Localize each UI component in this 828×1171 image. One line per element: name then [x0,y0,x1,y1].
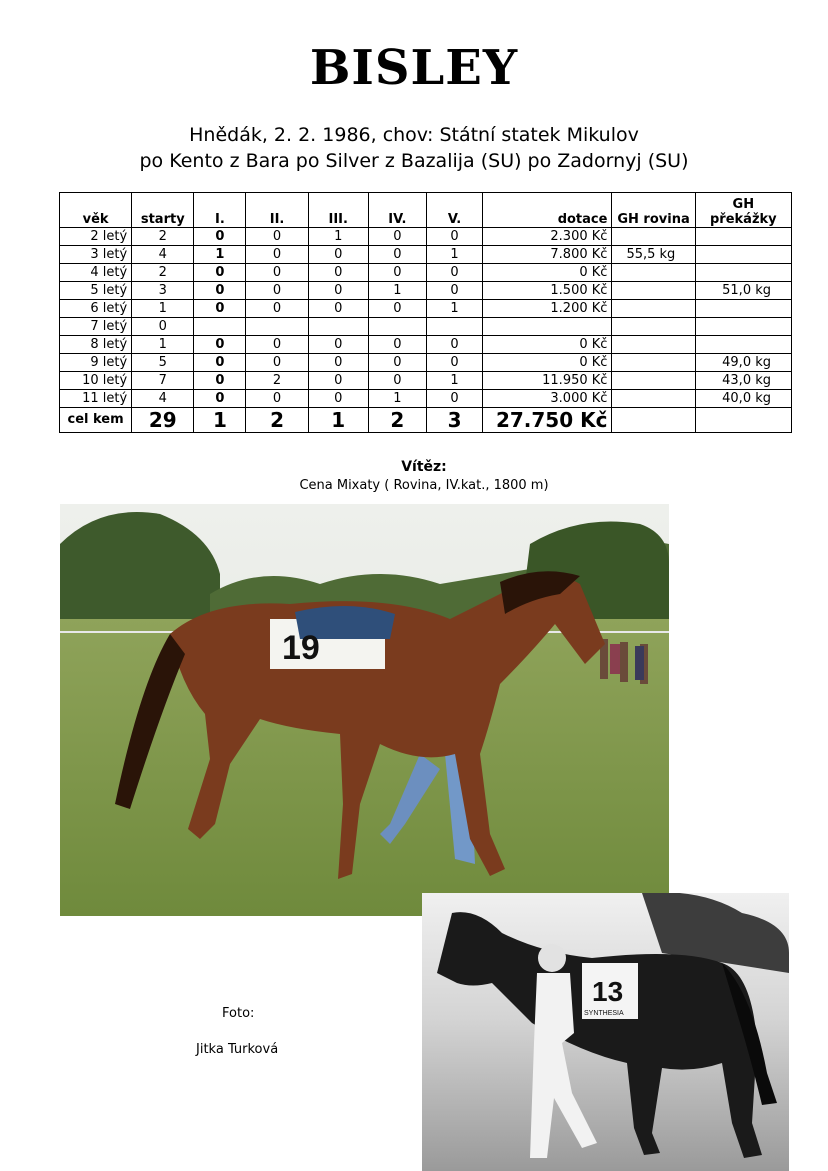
table-cell: 2 [246,372,308,390]
table-cell: 0 [368,372,426,390]
horse-details: Hnědák, 2. 2. 1986, chov: Státní statek Mikulov [189,124,639,146]
table-cell: 7 letý [60,318,132,336]
table-cell: 0 [426,282,482,300]
table-cell: 3.000 Kč [483,390,612,408]
table-cell [246,318,308,336]
table-cell: 0 [246,336,308,354]
total-cell: 27.750 Kč [483,408,612,433]
table-cell: 0 [246,282,308,300]
col-header: GH rovina [612,193,695,228]
table-cell: 0 [308,282,368,300]
table-cell [612,282,695,300]
table-cell: 0 [194,264,246,282]
table-cell: 0 Kč [483,336,612,354]
col-header: V. [426,193,482,228]
table-row [60,228,792,246]
table-cell: 2.300 Kč [483,228,612,246]
table-cell: 0 [308,354,368,372]
table-cell: 0 [246,300,308,318]
table-cell: 0 [246,264,308,282]
saddle-number: 19 [282,629,320,667]
table-cell: 0 [426,228,482,246]
table-cell [695,300,791,318]
table-cell: 8 letý [60,336,132,354]
col-header: GH překážky [695,193,791,228]
total-cell: 29 [132,408,194,433]
table-cell: 0 [308,372,368,390]
table-cell: 0 [426,264,482,282]
photo-label: Foto: [222,1006,255,1021]
blanket-text: SYNTHESIA [584,1010,624,1017]
table-cell: 0 [368,300,426,318]
table-cell [612,300,695,318]
table-cell [612,390,695,408]
table-cell: 0 [194,228,246,246]
table-row [60,282,792,300]
table-cell: 3 letý [60,246,132,264]
horse-photo-color [60,504,669,916]
horse-photo-bw [422,893,789,1171]
table-row [60,354,792,372]
photo-author: Jitka Turková [196,1042,279,1057]
table-cell: 0 Kč [483,354,612,372]
pedigree: po Kento z Bara po Silver z Bazalija (SU) po Zadornyj (SU) [139,150,689,172]
col-header: I. [194,193,246,228]
table-cell: 7 [132,372,194,390]
table-cell: 49,0 kg [695,354,791,372]
table-row [60,336,792,354]
table-cell: 7.800 Kč [483,246,612,264]
table-cell [695,228,791,246]
total-cell: cel kem [60,408,132,433]
table-cell: 1 [368,282,426,300]
table-cell: 0 [368,336,426,354]
total-cell [612,408,695,433]
table-cell: 0 [308,246,368,264]
table-cell: 1 [426,300,482,318]
col-header: starty [132,193,194,228]
table-cell: 1 [308,228,368,246]
table-cell: 4 letý [60,264,132,282]
table-cell: 4 [132,246,194,264]
table-cell [368,318,426,336]
table-cell: 1 [132,300,194,318]
table-cell: 0 [194,300,246,318]
table-cell: 5 letý [60,282,132,300]
table-cell: 1 [194,246,246,264]
table-cell: 2 [132,264,194,282]
table-cell: 0 [426,354,482,372]
table-cell: 11.950 Kč [483,372,612,390]
table-cell: 0 [132,318,194,336]
table-cell: 0 [308,336,368,354]
table-cell: 0 [246,354,308,372]
table-cell: 0 [426,336,482,354]
total-cell [695,408,791,433]
table-cell: 0 [246,390,308,408]
table-cell: 0 [194,282,246,300]
race-statistics-table [59,192,792,433]
table-cell: 1 [132,336,194,354]
total-cell: 3 [426,408,482,433]
table-cell [612,228,695,246]
table-cell: 0 [368,354,426,372]
table-cell: 1 [368,390,426,408]
col-header: dotace [483,193,612,228]
saddle-number: 13 [592,976,624,1007]
col-header: III. [308,193,368,228]
total-cell: 1 [194,408,246,433]
table-cell: 2 [132,228,194,246]
table-cell: 3 [132,282,194,300]
table-cell: 1 [426,372,482,390]
table-cell [695,318,791,336]
winner-heading: Vítěz: [401,459,447,475]
table-cell: 9 letý [60,354,132,372]
table-row [60,390,792,408]
table-cell: 0 [194,354,246,372]
table-cell: 0 [308,390,368,408]
table-cell [695,264,791,282]
table-cell [695,246,791,264]
col-header: věk [60,193,132,228]
table-cell: 55,5 kg [612,246,695,264]
table-cell: 0 [426,390,482,408]
table-cell: 10 letý [60,372,132,390]
winner-race: Cena Mixaty ( Rovina, IV.kat., 1800 m) [299,478,549,493]
table-cell: 0 [246,246,308,264]
table-row [60,246,792,264]
table-cell: 0 [194,390,246,408]
table-cell: 0 [308,264,368,282]
table-cell: 1.200 Kč [483,300,612,318]
total-cell: 2 [246,408,308,433]
table-cell [612,354,695,372]
table-cell [612,318,695,336]
table-row [60,300,792,318]
table-total-row [60,408,792,433]
table-cell: 0 [368,264,426,282]
table-cell: 0 Kč [483,264,612,282]
table-cell [194,318,246,336]
table-cell: 0 [308,300,368,318]
col-header: II. [246,193,308,228]
table-cell: 0 [194,336,246,354]
table-row [60,372,792,390]
table-row [60,318,792,336]
table-cell: 11 letý [60,390,132,408]
table-cell: 1 [426,246,482,264]
table-cell: 43,0 kg [695,372,791,390]
table-cell: 40,0 kg [695,390,791,408]
table-cell: 0 [368,246,426,264]
table-cell: 51,0 kg [695,282,791,300]
table-cell [308,318,368,336]
table-cell [612,264,695,282]
table-cell: 6 letý [60,300,132,318]
table-cell [612,336,695,354]
table-cell: 5 [132,354,194,372]
table-cell: 0 [194,372,246,390]
total-cell: 1 [308,408,368,433]
table-cell [483,318,612,336]
page-title: BISLEY [309,40,519,96]
total-cell: 2 [368,408,426,433]
table-cell: 1.500 Kč [483,282,612,300]
table-row [60,264,792,282]
table-cell [426,318,482,336]
table-cell: 0 [246,228,308,246]
table-cell [695,336,791,354]
table-cell: 2 letý [60,228,132,246]
table-cell [612,372,695,390]
table-cell: 4 [132,390,194,408]
col-header: IV. [368,193,426,228]
table-header-row [60,193,792,228]
table-cell: 0 [368,228,426,246]
